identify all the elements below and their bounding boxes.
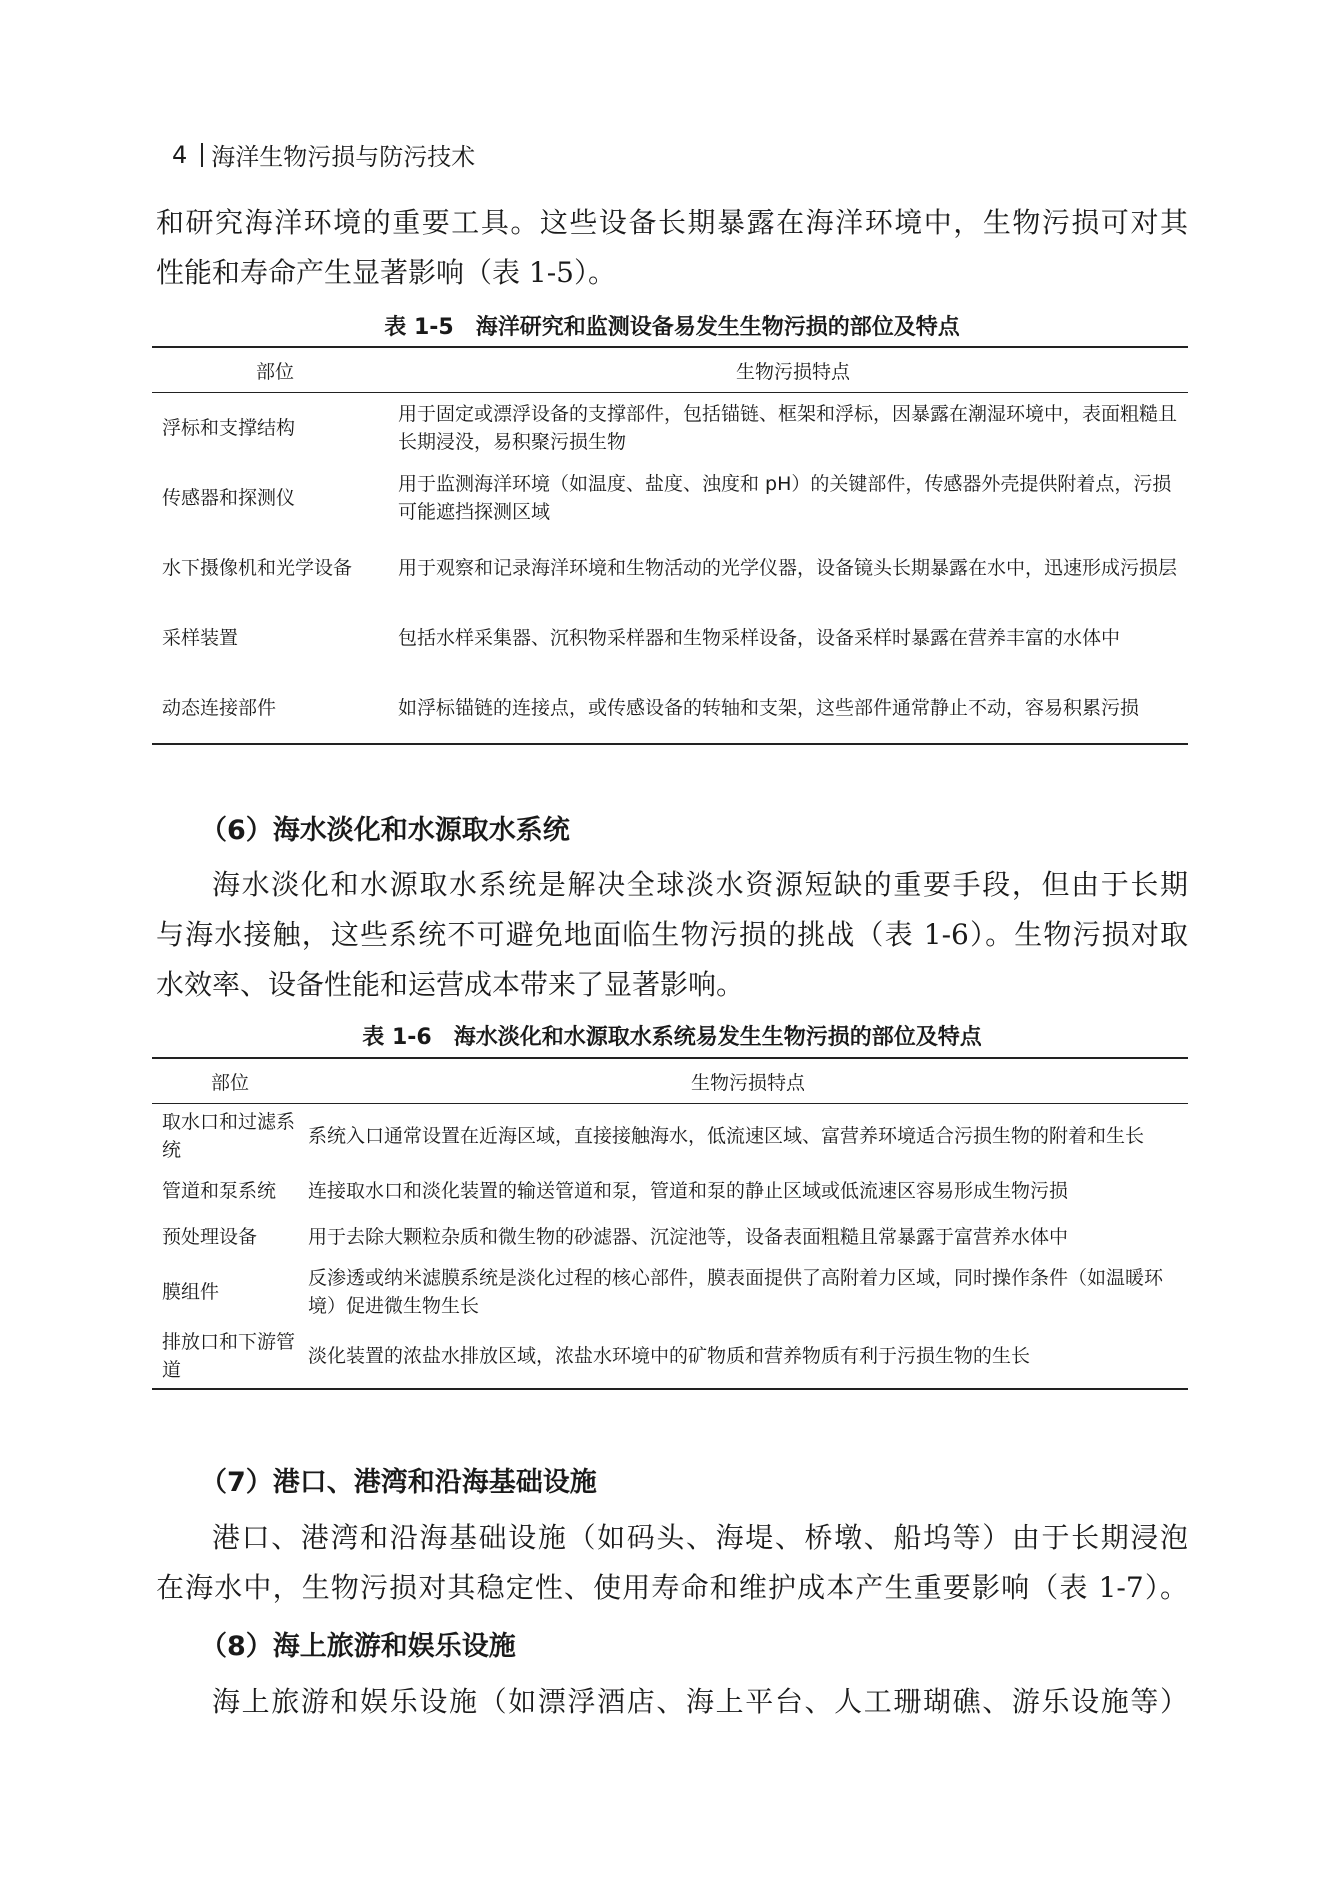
section-6-line-2: 与海水接触，这些系统不可避免地面临生物污损的挑战（表 1-6）。生物污损对取	[156, 918, 1188, 951]
table-row	[152, 1324, 1188, 1389]
column-header-features: 生物污损特点	[308, 1058, 1188, 1104]
table-row	[152, 1260, 1188, 1324]
cell-part: 排放口和下游管道	[152, 1324, 308, 1389]
cell-part: 动态连接部件	[152, 673, 398, 744]
table-header-row	[152, 347, 1188, 393]
running-header	[172, 137, 475, 172]
table-1-5-title: 海洋研究和监测设备易发生生物污损的部位及特点	[475, 315, 960, 340]
cell-desc: 如浮标锚链的连接点，或传感设备的转轴和支架，这些部件通常静止不动，容易积累污损	[398, 673, 1188, 744]
table-row	[152, 393, 1188, 464]
header-divider	[201, 143, 203, 167]
section-7-line-1: 港口、港湾和沿海基础设施（如码头、海堤、桥墩、船坞等）由于长期浸泡	[212, 1521, 1188, 1554]
cell-part: 水下摄像机和光学设备	[162, 557, 353, 579]
table-1-6-title: 海水淡化和水源取水系统易发生生物污损的部位及特点	[453, 1025, 982, 1050]
table-row	[152, 1104, 1188, 1169]
cell-desc: 用于去除大颗粒杂质和微生物的砂滤器、沉淀池等，设备表面粗糙且常暴露于富营养水体中	[308, 1226, 1069, 1248]
table-row	[152, 533, 1188, 603]
cell-part: 管道和泵系统	[162, 1180, 277, 1202]
table-1-6-label: 表 1-6	[362, 1025, 432, 1050]
cell-desc: 系统入口通常设置在近海区域，直接接触海水，低流速区域、富营养环境适合污损生物的附着和生长	[308, 1125, 1145, 1147]
section-8-line-1: 海上旅游和娱乐设施（如漂浮酒店、海上平台、人工珊瑚礁、游乐设施等）	[212, 1685, 1188, 1718]
section-6-heading: （6）海水淡化和水源取水系统	[200, 815, 570, 846]
cell-part: 浮标和支撑结构	[162, 417, 296, 439]
cell-desc: 反渗透或纳米滤膜系统是淡化过程的核心部件，膜表面提供了高附着力区域，同时操作条件（如温暖环境）促进微生物生长	[308, 1267, 1164, 1317]
section-6-paragraph	[156, 860, 1188, 1010]
table-1-5	[152, 346, 1188, 745]
column-header-features: 生物污损特点	[398, 347, 1188, 393]
cell-part: 预处理设备	[162, 1226, 258, 1248]
intro-paragraph	[156, 198, 1188, 298]
intro-line-1: 和研究海洋环境的重要工具。这些设备长期暴露在海洋环境中，生物污损可对其	[156, 206, 1188, 239]
table-1-6	[152, 1057, 1188, 1390]
section-7-line-2: 在海水中，生物污损对其稳定性、使用寿命和维护成本产生重要影响（表 1-7）。	[156, 1571, 1188, 1604]
table-header-row	[152, 1058, 1188, 1104]
cell-desc: 连接取水口和淡化装置的输送管道和泵，管道和泵的静止区域或低流速区容易形成生物污损	[308, 1180, 1069, 1202]
table-1-5-caption	[156, 310, 1188, 341]
table-row	[152, 603, 1188, 673]
section-8-paragraph	[156, 1677, 1188, 1727]
intro-line-2: 性能和寿命产生显著影响（表 1-5）。	[156, 256, 616, 289]
table-row	[152, 673, 1188, 744]
table-1-5-label: 表 1-5	[384, 315, 454, 340]
cell-desc: 包括水样采集器、沉积物采样器和生物采样设备，设备采样时暴露在营养丰富的水体中	[398, 627, 1121, 649]
table-row	[152, 463, 1188, 533]
cell-desc: 用于监测海洋环境（如温度、盐度、浊度和 pH）的关键部件，传感器外壳提供附着点，污损可能遮挡探测区域	[398, 473, 1172, 523]
column-header-part: 部位	[152, 1058, 308, 1104]
section-8-heading: （8）海上旅游和娱乐设施	[200, 1631, 516, 1662]
cell-part: 取水口和过滤系统	[162, 1111, 296, 1161]
cell-desc: 用于固定或漂浮设备的支撑部件，包括锚链、框架和浮标，因暴露在潮湿环境中，表面粗糙且长期浸没，易积聚污损生物	[398, 403, 1178, 453]
cell-desc: 用于观察和记录海洋环境和生物活动的光学仪器，设备镜头长期暴露在水中，迅速形成污损层	[398, 557, 1178, 579]
table-1-6-caption	[156, 1020, 1188, 1051]
section-7-paragraph	[156, 1513, 1188, 1613]
section-6-line-3: 水效率、设备性能和运营成本带来了显著影响。	[156, 968, 745, 1001]
cell-part: 膜组件	[162, 1281, 220, 1303]
cell-part: 采样装置	[162, 627, 239, 649]
book-title: 海洋生物污损与防污技术	[211, 143, 476, 171]
cell-part: 传感器和探测仪	[162, 487, 296, 509]
column-header-part: 部位	[152, 347, 398, 393]
cell-desc: 淡化装置的浓盐水排放区域，浓盐水环境中的矿物质和营养物质有利于污损生物的生长	[308, 1324, 1188, 1389]
page-number: 4	[172, 140, 188, 169]
table-row	[152, 1214, 1188, 1260]
section-6-line-1: 海水淡化和水源取水系统是解决全球淡水资源短缺的重要手段，但由于长期	[212, 868, 1188, 901]
table-row	[152, 1168, 1188, 1214]
section-7-heading: （7）港口、港湾和沿海基础设施	[200, 1467, 597, 1498]
